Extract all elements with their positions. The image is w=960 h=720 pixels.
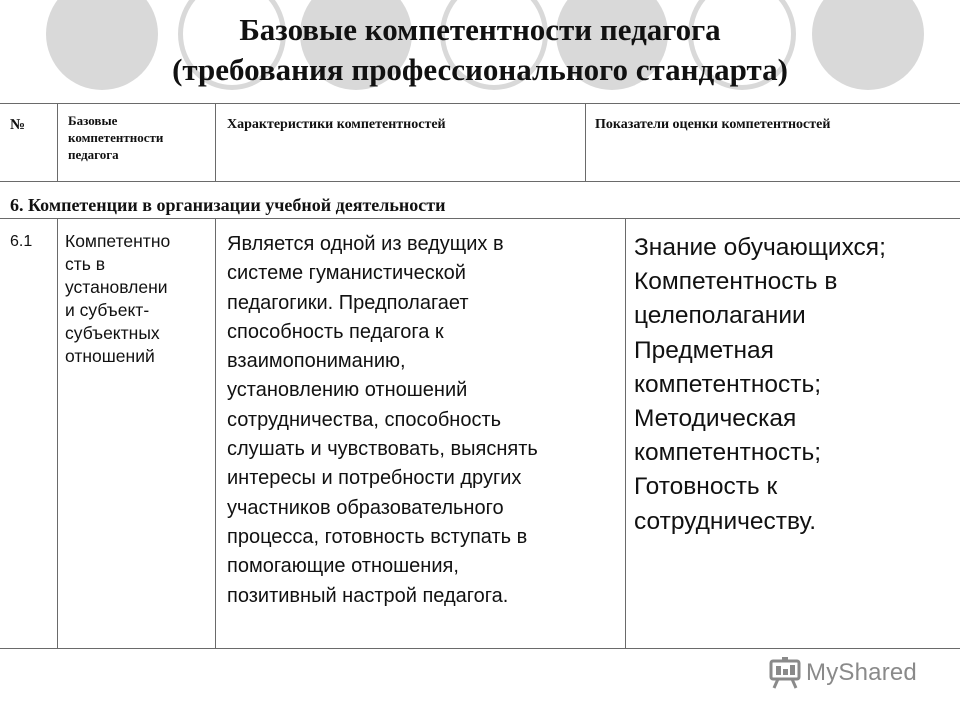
header-competence: Базовые компетентности педагога [68, 113, 164, 162]
presentation-board-icon [768, 657, 802, 689]
table-border-bottom [0, 648, 960, 649]
page-title [0, 10, 960, 90]
indicators-line: Компетентность в [634, 268, 838, 296]
characteristics-line: интересы и потребности других [227, 467, 522, 490]
indicators-line: компетентность; [634, 439, 822, 467]
row-competence [65, 230, 213, 368]
row-indicators [634, 231, 958, 539]
row-characteristics [227, 230, 622, 611]
indicators-line: Знание обучающихся; [634, 234, 886, 261]
indicators-line: сотрудничеству. [634, 507, 817, 535]
characteristics-line: способность педагога к [227, 320, 444, 343]
title-line-1: Базовые компетентности педагога [239, 12, 721, 47]
characteristics-line: участников образовательного [227, 496, 504, 519]
competence-line: Компетентно [65, 231, 171, 251]
competence-line: и субъект- [65, 300, 150, 320]
indicators-line: Предметная [634, 336, 774, 364]
characteristics-line: процесса, готовность вступать в [227, 525, 528, 548]
header-number: № [10, 117, 26, 133]
characteristics-line: педагогики. Предполагает [227, 291, 469, 314]
competence-line: отношений [65, 346, 155, 366]
competence-line: сть в [65, 254, 106, 274]
title-line-2: (требования профессионального стандарта) [172, 52, 788, 87]
col-divider-3b [625, 219, 626, 649]
competence-table [0, 103, 960, 649]
section-heading: 6. Компетенции в организации учебной деятельности [10, 195, 446, 215]
characteristics-line: слушать и чувствовать, выяснять [227, 438, 538, 461]
characteristics-line: установлению отношений [227, 379, 468, 402]
col-divider-1b [57, 219, 58, 649]
characteristics-line: Является одной из ведущих в [227, 233, 504, 255]
table-header-divider [0, 181, 960, 182]
watermark-text: MyShared [806, 659, 917, 686]
competence-line: субъектных [65, 323, 160, 343]
indicators-line: компетентность; [634, 370, 822, 398]
table-section-divider [0, 218, 960, 219]
characteristics-line: сотрудничества, способность [227, 408, 502, 431]
col-divider-1 [57, 103, 58, 182]
indicators-line: Методическая [634, 405, 797, 433]
watermark [768, 655, 917, 691]
header-characteristics: Характеристики компетентностей [227, 117, 446, 132]
col-divider-3 [585, 103, 586, 182]
characteristics-line: взаимопониманию, [227, 350, 406, 373]
table-border-top [0, 103, 960, 104]
header-indicators: Показатели оценки компетентностей [595, 117, 831, 132]
characteristics-line: помогающие отношения, [227, 555, 459, 578]
indicators-line: целеполагании [634, 302, 806, 330]
col-divider-2 [215, 103, 216, 182]
row-number: 6.1 [10, 233, 33, 250]
characteristics-line: системе гуманистической [227, 262, 466, 285]
indicators-line: Готовность к [634, 473, 778, 501]
characteristics-line: позитивный настрой педагога. [227, 584, 509, 607]
col-divider-2b [215, 219, 216, 649]
competence-line: установлени [65, 277, 168, 297]
